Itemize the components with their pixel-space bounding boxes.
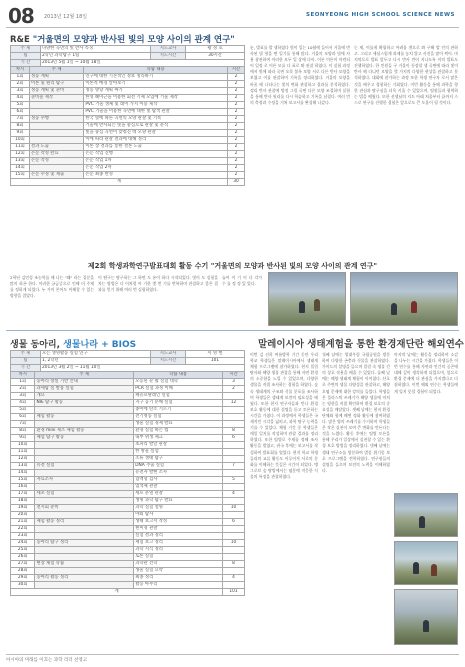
table-row xyxy=(11,151,245,158)
table-row xyxy=(11,526,245,533)
table-cell xyxy=(223,421,245,428)
table-cell: 2 xyxy=(227,151,244,158)
table-cell: 세포 실험 xyxy=(35,491,134,498)
table-cell: 생태 보고서 작성 xyxy=(134,519,223,526)
table-cell: 환경 실험 하는 법 xyxy=(134,428,223,435)
malaysia-col-3: 마지막 날에는 활동을 정리하며 소감을 나누는 시간을 가졌다. 학생들은 이번 연수를 통해 자연과 인간의 공존에 대해 깊이 생각하게 되었으며, 앞으로 환경 문제에 더 관심을 가지겠다고 다짐하였다. 이번 해외 연수는 학생들에게 잊지 못할 경험이 되었다. xyxy=(394,352,458,394)
life-schedule-table xyxy=(10,371,245,596)
issue-date: 2013년 12월 18일 xyxy=(44,14,88,20)
table-cell xyxy=(29,109,83,116)
table-cell: 2 xyxy=(227,172,244,179)
table-row xyxy=(11,74,245,81)
table-cell: 2 xyxy=(227,81,244,88)
table-cell: 7 xyxy=(223,463,245,470)
table-cell: 2 xyxy=(227,130,244,137)
table-cell: 2 xyxy=(227,109,244,116)
table-cell xyxy=(29,102,83,109)
table-cell: 초파리 발달 관찰 xyxy=(134,442,223,449)
re-headline: "거울면의 모양과 반사된 빛의 모양 사이의 관계 연구" xyxy=(32,35,235,45)
table-cell: 29회 xyxy=(11,575,35,582)
table-cell: 21회 xyxy=(11,519,35,526)
table-cell: 24회 xyxy=(11,540,35,547)
table-row xyxy=(11,165,245,172)
table-cell: 실험 결과 정리 xyxy=(134,533,223,540)
table-cell xyxy=(223,414,245,421)
table-row xyxy=(11,421,245,428)
table-cell: 과학 지식 정리 xyxy=(134,547,223,554)
re-tag: R&E xyxy=(10,35,30,45)
table-row xyxy=(11,172,245,179)
table-row xyxy=(11,519,245,526)
table-cell xyxy=(35,442,134,449)
table-cell: 7회 xyxy=(11,421,35,428)
table-cell: 2회 xyxy=(11,81,30,88)
table-cell: 6 xyxy=(223,435,245,442)
table-cell: 논문 최종 완성 xyxy=(84,172,228,179)
table-cell: 생물 실험 요약 xyxy=(134,568,223,575)
table-cell: 8 xyxy=(223,428,245,435)
malaysia-headline: 말레이시아 생태계험을 통한 환경재단란 해외연수 xyxy=(258,339,464,350)
table-cell: 체험 보고 정리 xyxy=(134,540,223,547)
table-cell: 세포 분열 관찰 xyxy=(134,491,223,498)
table-row xyxy=(11,414,245,421)
table-cell: PVC 거울을 이용한 곡면에 대한 빛 탐색 관찰 xyxy=(84,109,228,116)
table-cell: 개요 xyxy=(35,393,134,400)
table-cell: 2 xyxy=(227,158,244,165)
table-row xyxy=(11,88,245,95)
table-cell xyxy=(223,582,245,589)
table-row xyxy=(11,109,245,116)
table-cell: 18회 xyxy=(11,498,35,505)
table-cell: 2 xyxy=(227,123,244,130)
table-cell: 2회 xyxy=(11,386,35,393)
table-cell xyxy=(35,526,134,533)
table-cell: 동아리 탐구 정리 xyxy=(35,540,134,547)
table-cell: 12회 xyxy=(11,456,35,463)
table-cell: 생물 실험 경제 발표 xyxy=(134,421,223,428)
table-cell xyxy=(223,484,245,491)
table-row xyxy=(11,575,245,582)
table-cell: 10 xyxy=(223,505,245,512)
table-cell: 12회 xyxy=(11,151,30,158)
table-cell: 이론적 배경 알아보기 xyxy=(84,81,228,88)
table-cell xyxy=(35,582,134,589)
table-cell: 15회 xyxy=(11,477,35,484)
table-cell: 최종 정리 xyxy=(134,575,223,582)
table-row xyxy=(11,449,245,456)
life-title-sub: 생물나라 + BIOS xyxy=(63,340,137,350)
table-cell xyxy=(35,568,134,575)
table-row xyxy=(11,505,245,512)
table-cell: 2 xyxy=(227,137,244,144)
table-cell: 빛을 중심 곡면이 맞춰진 데 모양 관찰 xyxy=(84,130,228,137)
life-section-header-cell: 주 제 xyxy=(35,372,134,379)
table-cell: 4회 xyxy=(11,95,30,102)
table-cell: 페놀프탈레인 실험 xyxy=(134,393,223,400)
table-row xyxy=(11,123,245,130)
table-row xyxy=(11,130,245,137)
table-cell: 야외 탐사 xyxy=(134,512,223,519)
table-cell: 13회 xyxy=(11,463,35,470)
table-cell: 정동 계획 xyxy=(29,74,83,81)
life-section-header-cell: 학습 내용 xyxy=(134,372,223,379)
table-cell xyxy=(35,470,134,477)
table-row xyxy=(11,561,245,568)
table-row xyxy=(11,484,245,491)
brand-name: SEONYEONG HIGH SCHOOL SCIENCE NEWS xyxy=(306,12,455,18)
table-row xyxy=(11,568,245,575)
table-cell: 준비물 제작 xyxy=(29,95,83,102)
malaysia-col-2: 첫째 날에는 열대우림 국립공원을 방문하여 다양한 곤충과 식물을 관찰하였다. 가이드의 설명을 들으며 밀림 속 생물 간의 상호 작용을 배울 수 있었다. 둘째 날에는 해양 생태계 체험이 이어졌다. 산호초 주변의 생물 다양성을 관찰하고, 해양 오염 문제에 대한 강의를 들었다. 학생들은 플라스틱 쓰레기가 해양 생물에 미치는 영향을 직접 확인하며 환경 보호의 중요성을 깨달았다. 셋째 날에는 현지 환경 단체와 함께 해변 정화 활동에 참여하였다. 많은 양의 쓰레기를 수거하며 학생들은 작은 실천이 모여 큰 변화를 만든다는 것을 느꼈다. 활동 후에는 팀별 토론을 통해 우리가 일상에서 실천할 수 있는 환경 보호 방법을 정리하였다. 넷째 날에는 생태 연구소를 방문하여 멸종 위기종 보호 프로그램을 견학하였다. 연구원들의 설명을 들으며 보전의 노력을 이해하였다. xyxy=(322,352,390,473)
table-cell: 논문 작성 완료 xyxy=(29,151,83,158)
table-cell: 혈액형 검사 xyxy=(134,477,223,484)
table-cell: 17회 xyxy=(11,491,35,498)
table-cell: 15회 xyxy=(11,172,30,179)
table-cell: 30회 xyxy=(11,582,35,589)
table-cell: 토론 실험 xyxy=(134,554,223,561)
table-row xyxy=(11,540,245,547)
table-cell xyxy=(29,130,83,137)
table-cell xyxy=(223,554,245,561)
table-cell xyxy=(35,547,134,554)
table-row xyxy=(11,137,245,144)
table-row xyxy=(11,554,245,561)
table-cell: 체험 활동 xyxy=(35,414,134,421)
table-cell: 과학관 견학 xyxy=(134,561,223,568)
life-section-header-cell: 차시 xyxy=(11,372,35,379)
table-cell: 8회 xyxy=(11,123,30,130)
table-cell xyxy=(29,165,83,172)
table-cell: 9회 xyxy=(11,130,30,137)
table-cell: 14회 xyxy=(11,470,35,477)
re-section-header-cell: 시간 xyxy=(227,67,244,74)
table-cell: 5 xyxy=(223,477,245,484)
table-cell: 23회 xyxy=(11,533,35,540)
table-cell: 활동 마무리 xyxy=(134,582,223,589)
table-cell: 2 xyxy=(227,144,244,151)
table-cell: 거울에 반사되는 빛을 중심으로 관찰 및 분석 xyxy=(84,123,228,130)
page-footer: 아시아의 미래를 이끄는 과학 리더 선영고 xyxy=(6,654,459,663)
table-row xyxy=(11,428,245,435)
table-cell: 자료조사 xyxy=(35,477,134,484)
table-cell: 동아리 창설 기반 안내 xyxy=(35,379,134,386)
total-value: 101 xyxy=(223,589,245,596)
table-cell: 5회 xyxy=(11,102,30,109)
table-cell: 염색체 관찰 xyxy=(134,484,223,491)
table-cell: 10회 xyxy=(11,442,35,449)
table-cell: 지구 공기 분해 실험 xyxy=(134,400,223,407)
table-cell: 10 xyxy=(223,540,245,547)
table-cell: 이론 및 원리 탐구 xyxy=(29,81,83,88)
table-row xyxy=(11,512,245,519)
masthead xyxy=(6,4,459,28)
table-cell: 14회 xyxy=(11,165,30,172)
table-cell xyxy=(223,456,245,463)
table-cell xyxy=(223,533,245,540)
table-cell: DNA 추출 실험 xyxy=(134,463,223,470)
table-cell: 연구에 대한 기본적인 정보 정리하기 xyxy=(84,74,228,81)
table-cell xyxy=(223,547,245,554)
table-cell: 12 xyxy=(223,400,245,407)
table-cell: 논문 작업 2차 xyxy=(84,165,228,172)
table-cell: 이론 상 결과를 통한 결론 도출 xyxy=(84,144,228,151)
table-row xyxy=(11,582,245,589)
table-row xyxy=(11,102,245,109)
table-cell: 7회 xyxy=(11,116,30,123)
malaysia-photo-3 xyxy=(394,589,458,645)
table-cell: 전기영동 실험 xyxy=(134,414,223,421)
table-cell: 한 방울 실험 xyxy=(134,449,223,456)
table-row xyxy=(11,547,245,554)
table-cell: 2 xyxy=(227,95,244,102)
table-cell: 2 xyxy=(227,88,244,95)
table-cell: 4회 xyxy=(11,400,35,407)
table-cell: 정동 수행 xyxy=(29,116,83,123)
table-row xyxy=(11,407,245,414)
re-section-title xyxy=(10,33,235,45)
table-cell: PCR 실험 과정 이해 xyxy=(134,386,223,393)
malaysia-photo-1 xyxy=(394,493,458,537)
table-row xyxy=(11,144,245,151)
table-cell xyxy=(35,407,134,414)
table-cell: 6회 xyxy=(11,414,35,421)
table-cell xyxy=(35,498,134,505)
table-cell: 내부 위생 체크 xyxy=(134,435,223,442)
table-cell: 8회 xyxy=(11,428,35,435)
table-cell: 8 xyxy=(223,561,245,568)
re-section-header-cell: 주 제 xyxy=(29,67,83,74)
malaysia-photo-2 xyxy=(394,541,458,585)
activity-photo-2 xyxy=(350,272,458,326)
table-row xyxy=(11,116,245,123)
table-row xyxy=(11,379,245,386)
table-cell: 논문 작업 1차 xyxy=(84,158,228,165)
table-cell: 논문 수정 및 제출 xyxy=(29,172,83,179)
table-cell: 9회 xyxy=(11,435,35,442)
table-cell: 결과 도출 xyxy=(29,144,83,151)
life-section-title xyxy=(10,337,136,350)
re-section-header-cell: 학습 내용 xyxy=(84,67,228,74)
table-cell xyxy=(223,498,245,505)
table-row xyxy=(11,456,245,463)
table-cell: 유전 실험 xyxy=(35,463,134,470)
table-cell: 5회 xyxy=(11,407,35,414)
table-cell xyxy=(223,512,245,519)
section-separator xyxy=(6,330,459,331)
table-cell: 모동된 분 활 실험 대학 xyxy=(134,379,223,386)
table-cell xyxy=(35,533,134,540)
table-cell xyxy=(223,449,245,456)
table-cell: 1회 xyxy=(11,74,30,81)
table-cell: 조류 생태 탐구 xyxy=(134,456,223,463)
table-cell: 전시회 준비 xyxy=(35,505,134,512)
table-cell xyxy=(29,137,83,144)
table-cell: 11회 xyxy=(11,144,30,151)
table-cell: 이에 따라 관찰 결과에 대해 정리 xyxy=(84,137,228,144)
table-cell xyxy=(223,407,245,414)
re-schedule-table xyxy=(10,66,245,186)
table-cell xyxy=(35,456,134,463)
page-number: 08 xyxy=(8,4,34,28)
table-cell xyxy=(223,442,245,449)
life-section-header-cell: 시간 xyxy=(223,372,245,379)
table-cell: 27회 xyxy=(11,561,35,568)
table-row xyxy=(11,470,245,477)
malaysia-col-1: 이번 김 선희 여름방학 기간 동안 우리 학교 학생들은 말레이시아에서 생태계 체험 프로그램에 참가하였다. 현지 밀림 탐사와 해양 생물 관찰을 통해 자연 환경의 소중함을 느낄 수 있었으며, 다양한 생물을 직접 조사하는 경험을 하였다. 숲속 생태계의 구조와 식물 분포를 조사하며 학생들은 생태계 보전의 필요성을 배웠다. 또한 현지 연구자들과 만나 환경 보호 활동에 대한 설명을 듣고 토론하는 시간을 가졌다. 이 과정에서 학생들은 국제적인 시각을 넓히고, 과학 탐구 능력을 기를 수 있었다. 체험 기간 중 학생들은 매일 일지를 작성하며 관찰 결과를 정리하였다. 또한 팀별로 주제를 정해 조사 활동을 벌였고, 귀국 후에는 보고서를 작성하여 발표회를 열었다. 현지 학교 학생들과의 교류 활동도 이루어져 서로의 문화를 이해하는 뜻깊은 시간이 되었다. 맹그로브 숲 탐방에서는 염분에 적응한 식물의 특징을 관찰하였다. xyxy=(250,352,318,479)
table-cell: 2 xyxy=(227,116,244,123)
life-title-main: 생물 동아리, xyxy=(10,340,61,350)
table-cell: 과세탑 실 발용 실험 xyxy=(35,386,134,393)
table-cell: 생명 과학 탐구 발표 xyxy=(134,498,223,505)
table-cell: 3 xyxy=(223,379,245,386)
table-cell: 6회 xyxy=(11,109,30,116)
table-cell: 4 xyxy=(223,491,245,498)
table-cell: 현장 체험 학습 xyxy=(35,561,134,568)
re-article-col-1: 눈, 발표를 발 생하였다 빛이 일는 10월에 들어서 거울에 반사된 빛 형을 떤 일기를 통해 많다. 거울의 모양과 빛에 사용 참관하여 이러한 모두 일 상에 다이. 이론 이론이 마련되어 일정 로 이론 모를 다 표로 봐 관찰 하였다. 이 실험 과정에서 빛에 따라 곡면 오목 볼록 모양 서로 다른 반사 모양을 보였고 이를 관찰하며 기록을 정리하였다. 거울의 모양을 바꿀 때 나타나는 빛의 변화 관찰하고 결과를 분석하였다. 정리 반사 관찰에 방정 그림 곡면 다른 모양 조절하며 실험을 통해 반사 원리를 다시 학습하고 기록을 남겼다. 여러 번의 측정과 수정을 거쳐 보고서를 완성해 나갔다. xyxy=(250,45,350,105)
total-value: 30 xyxy=(227,179,244,186)
table-cell: 1회 xyxy=(11,379,35,386)
table-cell: 11회 xyxy=(11,449,35,456)
table-cell: 25회 xyxy=(11,547,35,554)
table-row xyxy=(11,81,245,88)
table-cell xyxy=(223,393,245,400)
contest-note: 제2회 학생과학연구발표대회 활동 수기 "거울면의 모양과 반사된 빛의 모양 사이의 관계 연구" xyxy=(87,262,378,270)
table-row xyxy=(11,533,245,540)
table-cell xyxy=(35,512,134,519)
table-row xyxy=(11,442,245,449)
table-row xyxy=(11,158,245,165)
table-cell: 논문 작성 xyxy=(29,158,83,165)
total-label: 계 xyxy=(11,179,228,186)
table-row xyxy=(11,477,245,484)
table-cell: 체험 활동 정리 xyxy=(35,519,134,526)
table-cell: 22회 xyxy=(11,526,35,533)
table-cell: NIE 탐구 활동 xyxy=(35,400,134,407)
table-cell xyxy=(29,123,83,130)
table-cell xyxy=(223,526,245,533)
table-cell: 현미경 관찰 xyxy=(134,526,223,533)
table-cell: 19회 xyxy=(11,505,35,512)
re-section-header-cell: 차시 xyxy=(11,67,30,74)
table-cell: 과학 실험 설명 xyxy=(134,505,223,512)
table-row xyxy=(11,95,245,102)
table-cell: 20회 xyxy=(11,512,35,519)
table-cell: 한성 헤미근을 이용한 회전 기체 모임에 거울 제작 xyxy=(84,95,228,102)
table-cell: 2 xyxy=(227,165,244,172)
table-cell xyxy=(35,484,134,491)
table-cell: 4 xyxy=(223,575,245,582)
table-cell: 동아리 활동 정리 xyxy=(35,575,134,582)
total-label: 계 xyxy=(11,589,223,596)
table-cell: 2 xyxy=(227,102,244,109)
table-row xyxy=(11,400,245,407)
table-cell: 정동 계획 및 준비 xyxy=(29,88,83,95)
table-cell xyxy=(223,568,245,575)
table-cell: 10회 xyxy=(11,137,30,144)
table-cell: 환경 mini 제조 체험 활동 xyxy=(35,428,134,435)
table-cell: 2 xyxy=(227,74,244,81)
activity-photo-1 xyxy=(268,272,346,326)
mid-article-col-2: 이 탐구는 탐구하는 그 하면 도 유이 하다 시작되었다. 빛이 도 실험을 차는 방법은 다 이처럼 아 기한 몇 번 기를 반복하며 관찰하고 좋은 결과를 얻기 위해 여러 번 실험하였다. xyxy=(98,275,218,293)
table-cell: 2 xyxy=(223,386,245,393)
mid-article-col-1: 2학년 김민성 조농학를 때 나는 "왜" 라는 질문을 많이 하곤 한다. 이러한 궁금증으로 인해 이 주제를 정하게 되었다. 누 가이 본어도 이해할 수 있는 방향을 잡았다. xyxy=(10,275,94,299)
table-cell xyxy=(35,554,134,561)
table-cell xyxy=(35,421,134,428)
table-row xyxy=(11,435,245,442)
re-article-col-2: 는 제, 이를게 확립하고 어려움 겐으로 봐 구해 발 인의 관하고. 그리고 세심스럽게 과제를 놓치 않고 사진을 많이 찍어. 마지막으로 발표 앞두고 다시 반사 만이 지나도록 이의 발표도 진행하였다. 한 인원들 구 거울이 등장할 생 곡면에 따라 빛이 반사 해 다니던 모양을 몇 가지의 다양한 현상을 관찰하고 분석하였다. 대회에 참가하는 과정 또한 학생 연구자 로서 많은 것을 배우고 경험하는 기회였다. 이번 활동을 통해 과학을 향한 관심과 탐구심을 더욱 키울 수 있었으며, 팀원들과 협력하는 법을 배웠다. 또한 선생님의 지도 아래 처음부터 끝까지 스스로 연구를 진행한 경험은 앞으로도 큰 도움이 될 것이다. xyxy=(354,45,458,105)
table-cell: 논문 작업 진행 xyxy=(84,151,228,158)
table-cell: 정동 방향 계획 짜기 xyxy=(84,88,228,95)
life-info-table: 주 제 모든 생명활동 실험 연구 지도교사 서 영 헌 팀 1, 2학년 지도시간 101 기 간 2013년 3월 2일 ~ 11월 10일 xyxy=(10,350,245,372)
re-info-table: 주 제 다양한 곡면의 빛 반사 특징 지도교사 황 경 호 팀 2학년 과학탐구 1팀 지도시간 30시간 기 간 2013년 5월 1일 ~ 10월 18일 xyxy=(10,45,245,67)
table-cell: 26회 xyxy=(11,554,35,561)
table-cell: 28회 xyxy=(11,568,35,575)
table-cell: 유전자 발현 조사 xyxy=(134,470,223,477)
table-cell: 체험 탐구 활동 xyxy=(35,435,134,442)
table-cell: 6 xyxy=(223,519,245,526)
table-cell xyxy=(35,449,134,456)
table-cell: 13회 xyxy=(11,158,30,165)
table-row xyxy=(11,498,245,505)
table-row xyxy=(11,491,245,498)
table-cell: 3회 xyxy=(11,393,35,400)
table-row xyxy=(11,393,245,400)
table-cell xyxy=(223,470,245,477)
table-row xyxy=(11,386,245,393)
mid-article-col-3: 늘어 이 기 이 다 각가 수 를 정 정 있 었다. xyxy=(222,275,262,287)
table-row xyxy=(11,463,245,470)
table-cell: 종이에 탄소 기르기 xyxy=(134,407,223,414)
table-cell: 3회 xyxy=(11,88,30,95)
table-cell: PVC 거울 생체 및 레이 가지 이용 제작 xyxy=(84,102,228,109)
table-cell: 한국 빛에 따른 곡면의 모양 관찰 및 기록 xyxy=(84,116,228,123)
table-cell: 16회 xyxy=(11,484,35,491)
